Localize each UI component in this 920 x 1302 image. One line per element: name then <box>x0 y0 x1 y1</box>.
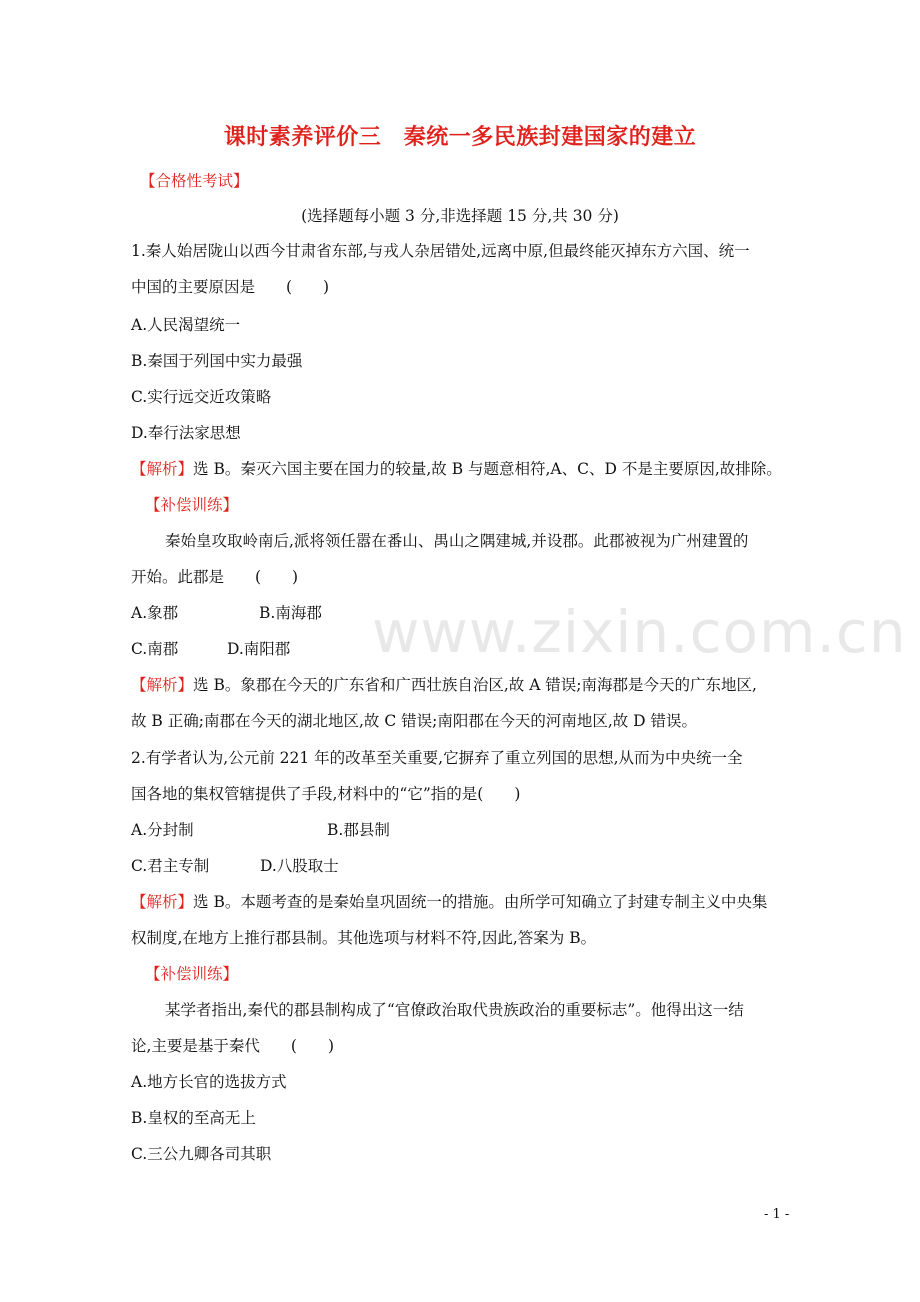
q2-option-a: A.分封制 <box>131 821 194 839</box>
bc2-option-c: C.三公九卿各司其职 <box>131 1145 272 1163</box>
q1-stem-line2: 中国的主要原因是 ( ) <box>131 278 330 296</box>
analysis-text: 选 B。秦灭六国主要在国力的较量,故 B 与题意相符,A、C、D 不是主要原因,故排除。 <box>193 460 782 478</box>
bc1-analysis-line2: 故 B 正确;南郡在今天的湖北地区,故 C 错误;南阳郡在今天的河南地区,故 D 错误。 <box>131 712 698 730</box>
q1-option-d: D.奉行法家思想 <box>131 424 241 442</box>
q2-analysis-line1 <box>131 891 791 913</box>
q1-option-b: B.秦国于列国中实力最强 <box>131 352 303 370</box>
bc2-stem-line1: 某学者指出,秦代的郡县制构成了“官僚政治取代贵族政治的重要标志”。他得出这一结 <box>165 1001 744 1019</box>
q2-option-c: C.君主专制 <box>131 857 210 875</box>
bc1-option-d: D.南阳郡 <box>227 640 291 658</box>
compensation-heading: 【补偿训练】 <box>145 496 239 514</box>
q1-option-a: A.人民渴望统一 <box>131 316 241 334</box>
q2-analysis-line2: 权制度,在地方上推行郡县制。其他选项与材料不符,因此,答案为 B。 <box>131 929 597 947</box>
bc2-stem-line2: 论,主要是基于秦代 ( ) <box>131 1037 335 1055</box>
bc1-stem-line1: 秦始皇攻取岭南后,派将领任嚣在番山、禺山之隅建城,并设郡。此郡被视为广州建置的 <box>165 532 749 550</box>
analysis-tag: 【解析】 <box>131 893 194 911</box>
analysis-text: 选 B。本题考查的是秦始皇巩固统一的措施。由所学可知确立了封建专制主义中央集 <box>193 893 768 911</box>
q2-stem-line1: 2.有学者认为,公元前 221 年的改革至关重要,它摒弃了重立列国的思想,从而为中央统一全 <box>131 749 743 767</box>
score-note: (选择题每小题 3 分,非选择题 15 分,共 30 分) <box>301 207 619 225</box>
bc1-option-b: B.南海郡 <box>259 604 322 622</box>
bc2-option-b: B.皇权的至高无上 <box>131 1109 256 1127</box>
bc1-option-c: C.南郡 <box>131 640 179 658</box>
q1-analysis <box>131 458 791 480</box>
page-title: 课时素养评价三 秦统一多民族封建国家的建立 <box>223 124 697 150</box>
q1-option-c: C.实行远交近攻策略 <box>131 388 272 406</box>
q2-option-d: D.八股取士 <box>260 857 339 875</box>
q1-stem-line1: 1.秦人始居陇山以西今甘肃省东部,与戎人杂居错处,远离中原,但最终能灭掉东方六国、统一 <box>131 242 750 260</box>
analysis-text: 选 B。象郡在今天的广东省和广西壮族自治区,故 A 错误;南海郡是今天的广东地区, <box>193 676 757 694</box>
page-number: - 1 - <box>764 1207 790 1222</box>
bc1-analysis-line1 <box>131 674 791 696</box>
bc1-option-a: A.象郡 <box>131 604 179 622</box>
q2-options-cd <box>131 855 791 877</box>
compensation-heading-2: 【补偿训练】 <box>145 965 239 983</box>
q2-option-b: B.郡县制 <box>327 821 390 839</box>
q2-options-ab <box>131 819 791 841</box>
bc1-stem-line2: 开始。此郡是 ( ) <box>131 568 299 586</box>
bc2-option-a: A.地方长官的选拔方式 <box>131 1073 287 1091</box>
analysis-tag: 【解析】 <box>131 676 194 694</box>
q2-stem-line2: 国各地的集权管辖提供了手段,材料中的“它”指的是( ) <box>131 785 521 803</box>
analysis-tag: 【解析】 <box>131 460 194 478</box>
watermark: www.zixin.com.cn <box>372 598 907 666</box>
section-heading: 【合格性考试】 <box>140 172 249 190</box>
